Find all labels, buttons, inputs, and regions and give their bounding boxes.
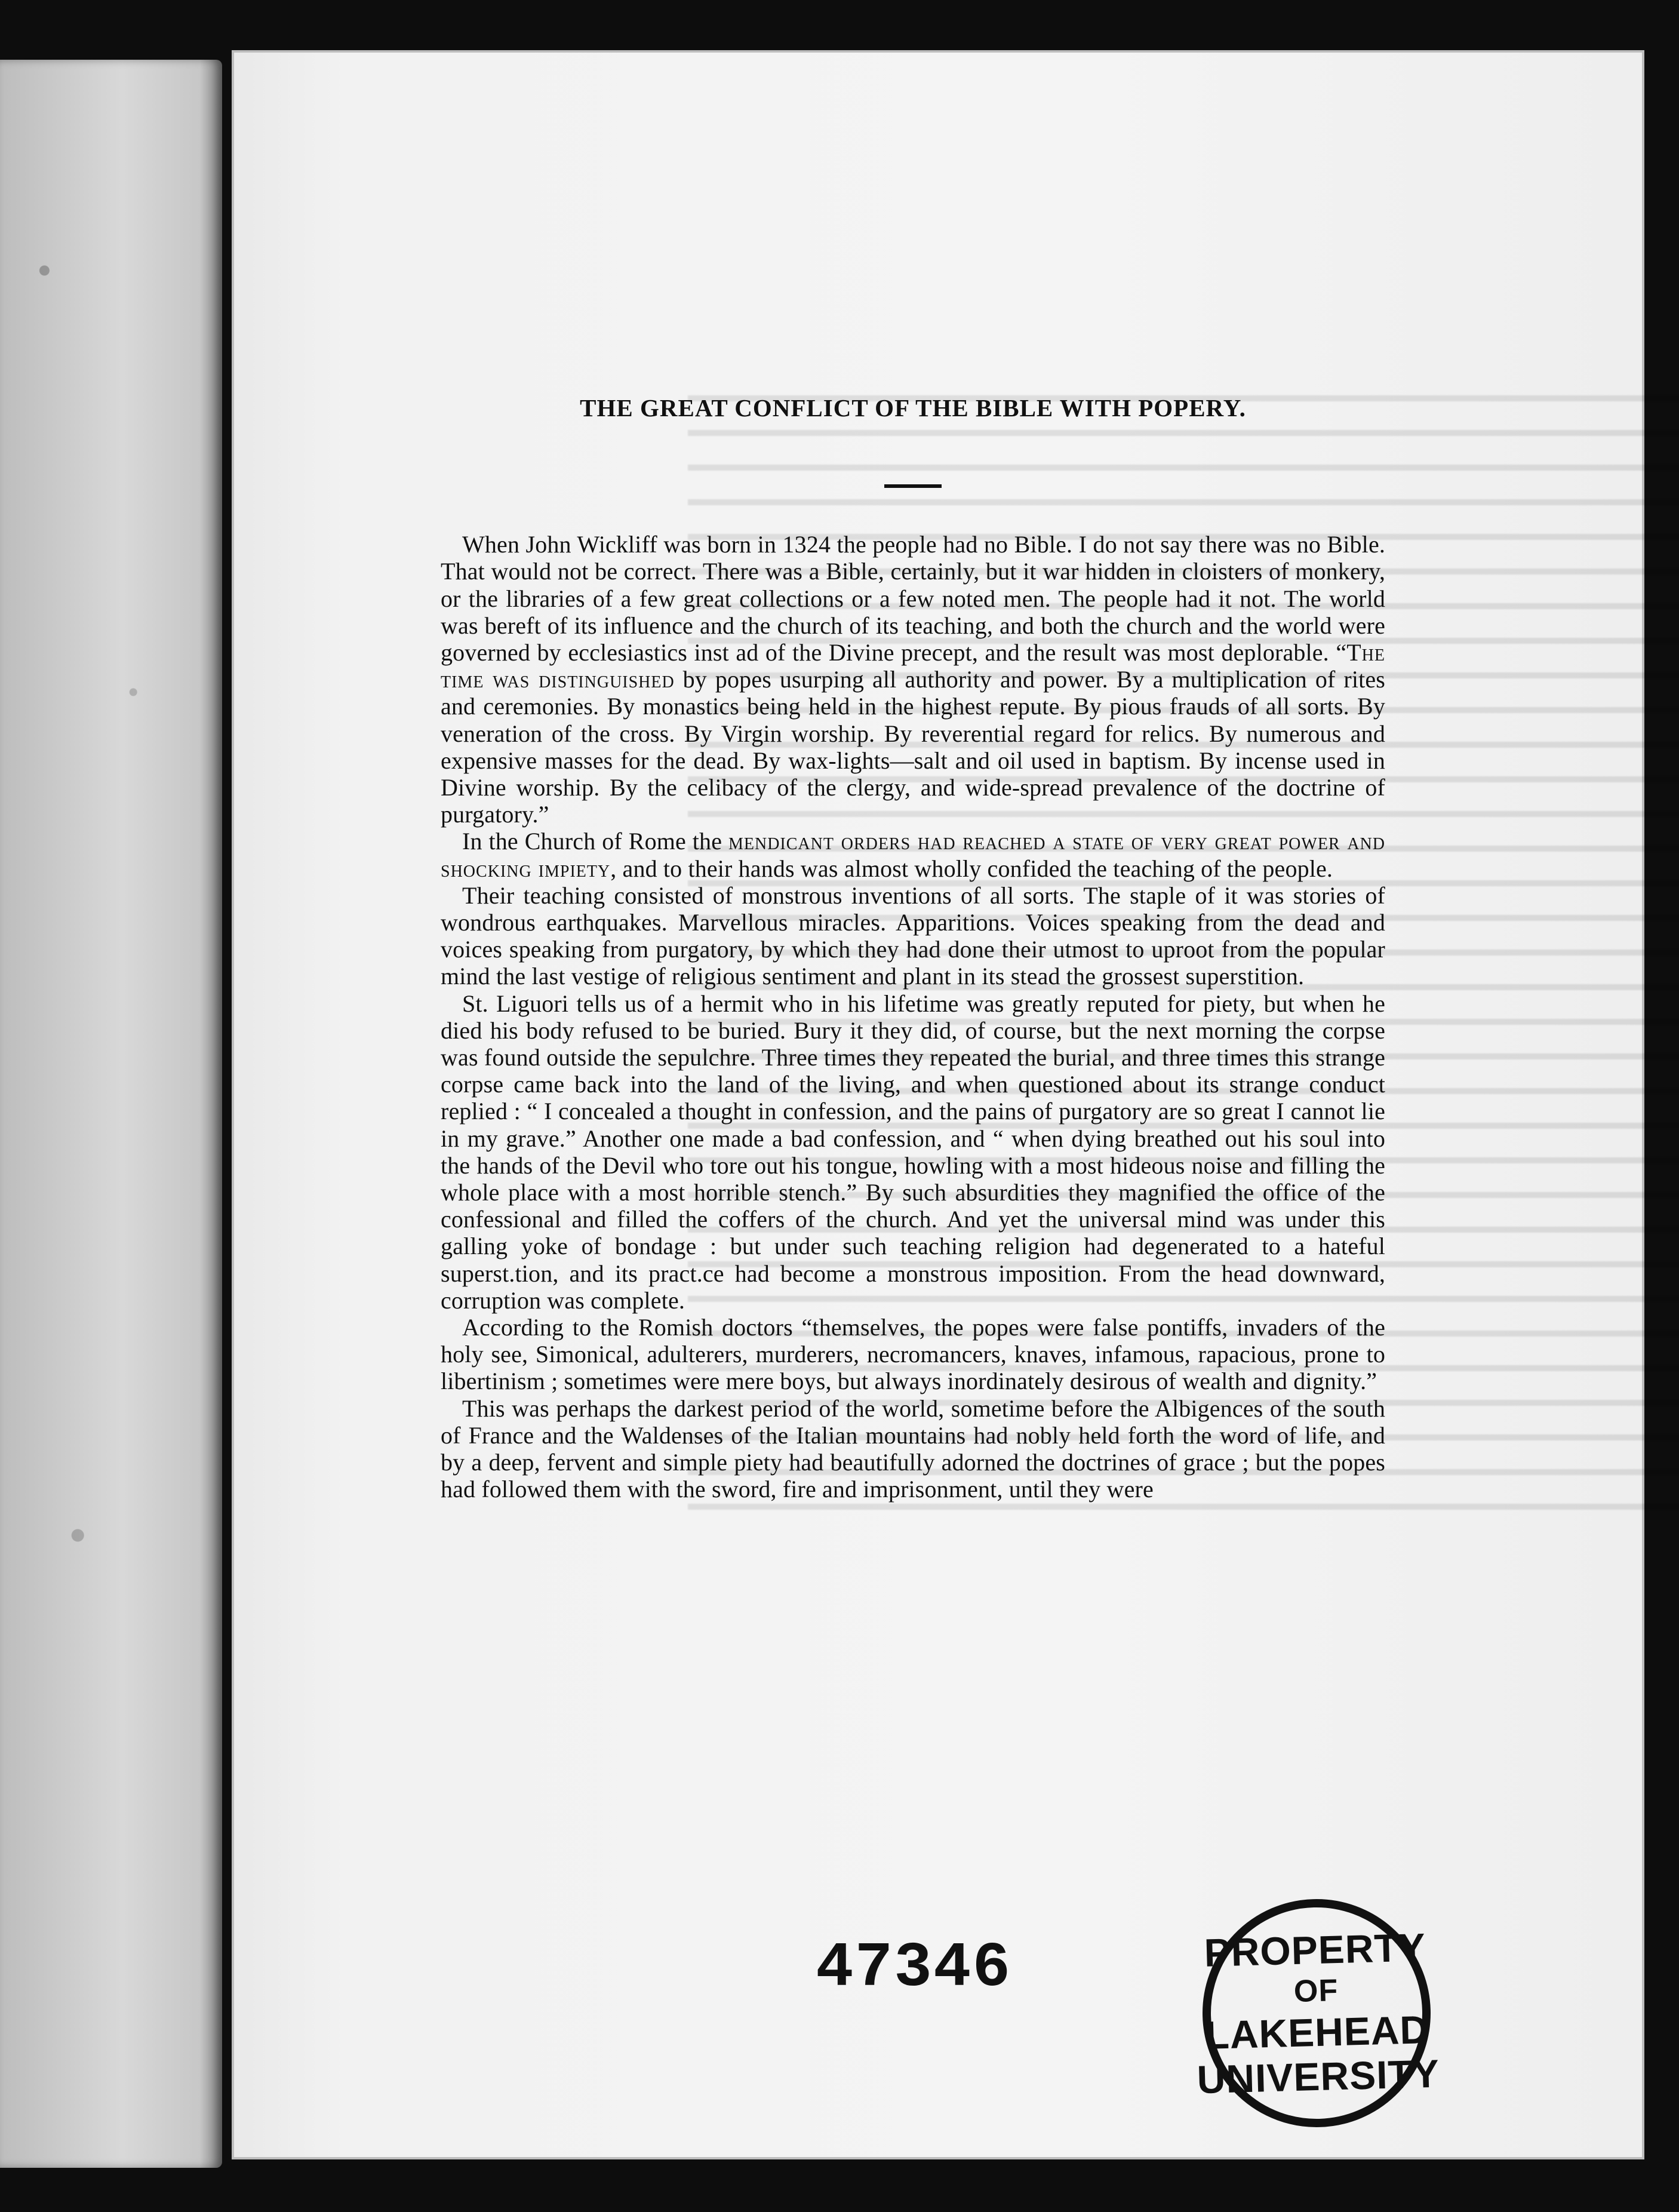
paragraph-4: St. Liguori tells us of a hermit who in his lifetime was greatly reputed for piety, but when he died his body refused to be buried. Bury it they did, of course, but the next morning the corpse was found outside the sepulchre. Three times they repeated the burial, and three times this strange corpse came back into the land of the living, and when questioned about its strange conduct replied : “ I concealed a thought in confession, and the pains of purgatory are so great I cannot lie in my grave.” Another one made a bad confession, and “ when dying breathed out his soul into the hands of the Devil who tore out his tongue, howling with a most hideous noise and filling the whole place with a most horrible stench.” By such absurdities they magnified the office of the confessional and filled the coffers of the church. And yet the universal mind was under this galling yoke of bondage : but under such teaching religion had degenerated to a hateful superst.tion, and its pract.ce had become a monstrous imposition. From the head downward, corruption was complete. — [441, 990, 1385, 1314]
stamp-line-of: OF — [1293, 1973, 1339, 2009]
paragraph-6: This was perhaps the darkest period of the world, sometime before the Albigences of the south of France and the Waldenses of the Italian mountains had nobly held forth the word of life, and by a deep, fervent and simple piety had beautifully adorned the doctrines of grace ; but the popes had followed them with the sword, fire and imprisonment, until they were — [441, 1394, 1385, 1503]
article-title: THE GREAT CONFLICT OF THE BIBLE WITH POPERY. — [580, 394, 1246, 422]
stamp-line-university: UNIVERSITY — [1196, 2051, 1440, 2102]
paragraph-2 — [441, 828, 1385, 881]
stamp-line-property: PROPERTY — [1203, 1925, 1426, 1975]
title-rule — [884, 484, 942, 488]
stamp-line-lakehead: LAKEHEAD — [1204, 2007, 1430, 2057]
left-page-edge — [0, 60, 222, 2168]
paragraph-1-rest: by popes usurping all authority and power. By a multiplication of rites and ceremonies. By monastics being held in the highest repute. By pious frauds of all sorts. By veneration of the cross. By Virgin worship. By reverential regard for relics. By numerous and expensive masses for the dead. By wax-lights—salt and oil used in baptism. By incense used in Divine worship. By the celibacy of the clergy, and wide-spread prevalence of the doctrine of purgatory.” — [441, 666, 1385, 828]
paragraph-2-intro: In the Church of Rome the — [462, 828, 728, 855]
article-body — [441, 394, 1385, 1503]
paragraph-1-intro: When John Wickliff was born in 1324 the people had no Bible. I do not say there was no Bible. That would not be correct. There was a Bible, certainly, but it war hidden in cloisters of monkery, or the libraries of a few great collections or a few noted men. The people had it not. The world was bereft of its influence and the church of its teaching, and both the church and the world were governed by ecclesiastics inst ad of the Divine precept, and the result was most deplorable. “ — [441, 531, 1385, 666]
accession-number: 47346 — [816, 1933, 1012, 2004]
paragraph-1-smallcaps: The time was distinguished — [441, 638, 1385, 693]
library-stamp — [1196, 1896, 1440, 2130]
paragraph-3: Their teaching consisted of monstrous inventions of all sorts. The staple of it was stories of wondrous earthquakes. Marvellous miracles. Apparitions. Voices speaking from the dead and voices speaking from purgatory, by which they had done their utmost to uproot from the popular mind the last vestige of religious sentiment and plant in its stead the grossest superstition. — [441, 881, 1385, 990]
paragraph-2-rest: , and to their hands was almost wholly confided the teaching of the people. — [610, 855, 1333, 882]
paragraph-5: According to the Romish doctors “themselves, the popes were false pontiffs, invaders of the holy see, Simonical, adulterers, murderers, necromancers, knaves, infamous, rapacious, prone to libertinism ; sometimes were mere boys, but always inordinately desirous of wealth and dignity.” — [441, 1314, 1385, 1395]
paragraph-2-smallcaps: mendicant orders had reached a state of very great power and shocking impiety — [441, 828, 1385, 882]
paragraph-1 — [441, 531, 1385, 828]
